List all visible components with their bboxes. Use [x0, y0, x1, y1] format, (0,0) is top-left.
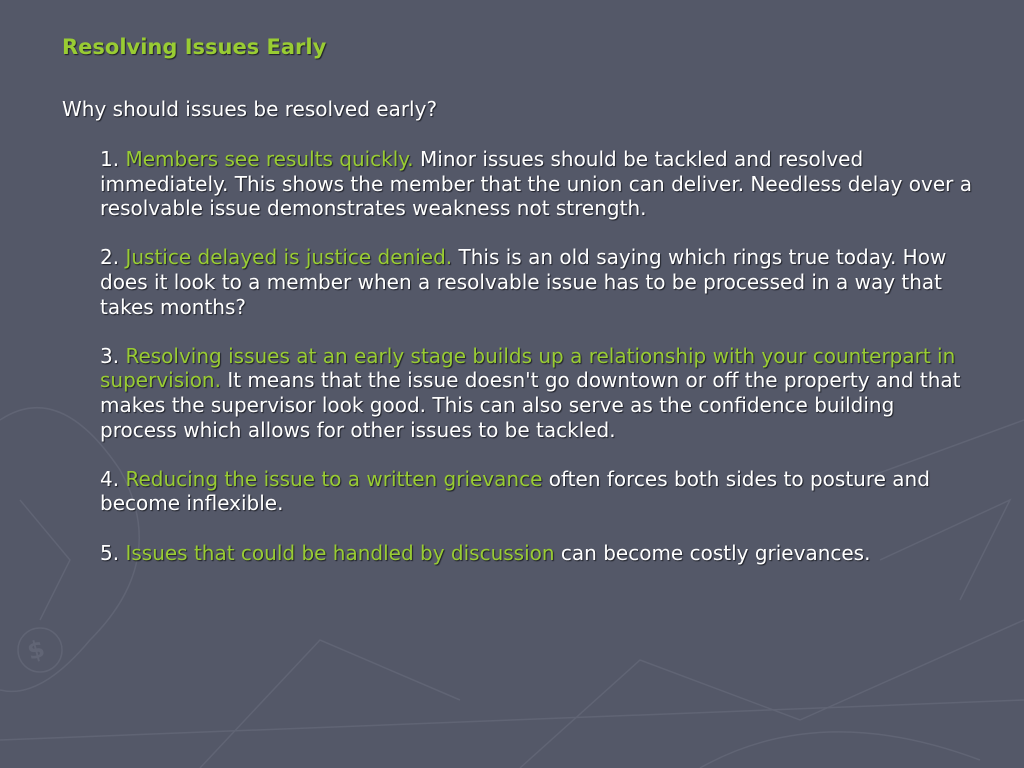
item-number: 4.	[100, 466, 120, 491]
list-item	[100, 344, 975, 442]
item-highlight: Members see results quickly.	[125, 147, 414, 171]
item-number: 5.	[100, 540, 120, 565]
item-text: This is an old saying which rings true today. How does it look to a member when a resolvable issue has to be processed in a way that takes months?	[100, 245, 947, 319]
item-highlight: Resolving issues at an early stage builds up a relationship with your counterpart in supervision.	[100, 343, 956, 393]
list-item	[100, 467, 975, 516]
item-number: 1.	[100, 147, 120, 171]
reason-list	[100, 147, 975, 590]
list-item	[100, 245, 975, 319]
item-text: Minor issues should be tackled and resolved immediately. This shows the member that the union can deliver. Needless delay over a resolvable issue demonstrates weakness not strength.	[100, 147, 972, 221]
item-text: It means that the issue doesn't go downtown or off the property and that makes the supervisor look good. This can also serve as the confidence building process which allows for other issues to be tackled.	[100, 368, 961, 442]
list-item	[100, 147, 975, 221]
item-number: 2.	[100, 245, 120, 270]
item-text: can become costly grievances.	[560, 540, 871, 565]
list-item	[100, 541, 975, 566]
svg-text:$: $	[24, 634, 48, 666]
item-highlight: Issues that could be handled by discussion	[125, 540, 555, 565]
item-highlight: Justice delayed is justice denied.	[125, 245, 453, 270]
item-highlight: Reducing the issue to a written grievance	[125, 466, 543, 491]
slide-title: Resolving Issues Early	[62, 35, 327, 59]
item-text: often forces both sides to posture and become inflexible.	[100, 466, 930, 516]
item-number: 3.	[100, 343, 120, 368]
slide-question: Why should issues be resolved early?	[62, 97, 438, 121]
